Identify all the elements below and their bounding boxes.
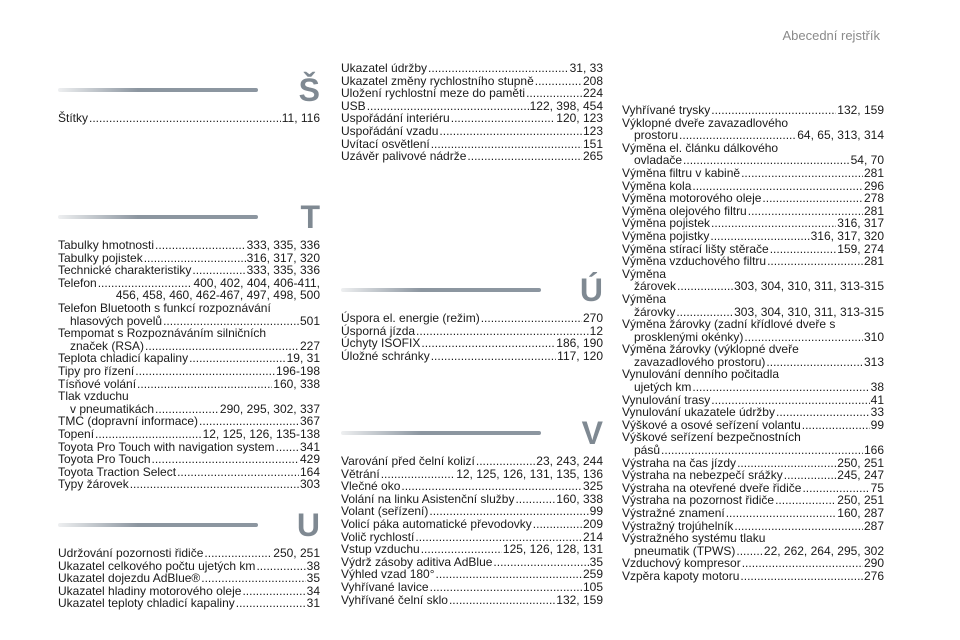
entry-pages: 214 xyxy=(582,529,603,544)
dot-leader xyxy=(130,478,299,491)
dot-leader xyxy=(533,518,582,531)
entry-pages: 160, 338 xyxy=(556,491,603,506)
index-entry-list xyxy=(341,62,603,163)
index-entry-list xyxy=(58,112,320,125)
index-entry xyxy=(58,264,320,277)
entry-pages: 196-198 xyxy=(275,363,320,378)
index-entry xyxy=(58,597,320,610)
entry-term: Výstraha na čas jízdy xyxy=(622,455,737,470)
dot-leader xyxy=(242,585,305,598)
dot-leader xyxy=(740,570,863,583)
entry-pages: 35 xyxy=(589,554,603,569)
dot-leader xyxy=(535,75,582,88)
entry-pages: 31, 33 xyxy=(569,61,603,75)
dot-leader xyxy=(481,312,582,325)
dot-leader xyxy=(431,350,556,363)
entry-term: Uložení rychlostní meze do paměti xyxy=(341,86,526,101)
entry-term: Výstraha na otevřené dveře řidiče xyxy=(622,480,802,495)
index-entry xyxy=(58,572,320,585)
entry-pages: 316, 317 xyxy=(837,216,884,231)
entry-term: Vlečné oko xyxy=(341,479,401,494)
index-section xyxy=(58,70,320,125)
index-entry-heading: Výměna žárovky (zadní křídlové dveře s xyxy=(622,317,836,332)
entry-pages: 325 xyxy=(582,479,603,494)
entry-term: Vyhřívané trysky xyxy=(622,103,711,117)
entry-term: Ukazatel teploty chladicí kapaliny xyxy=(58,596,235,611)
dot-leader xyxy=(766,356,863,369)
entry-term: žárovky xyxy=(634,304,676,319)
entry-term: Výměna stírací lišty stěrače xyxy=(622,241,769,256)
index-entry-heading: Výklopné dveře zavazadlového xyxy=(622,115,789,130)
entry-pages: 132, 159 xyxy=(837,103,884,117)
entry-pages: 41 xyxy=(870,392,884,407)
index-entry xyxy=(58,239,320,252)
dot-leader xyxy=(192,264,245,277)
entry-pages: 259 xyxy=(582,567,603,582)
entry-pages: 151 xyxy=(582,136,603,151)
dot-leader xyxy=(515,493,555,506)
entry-term: Výškové a osové seřízení volantu xyxy=(622,417,801,432)
dot-leader xyxy=(89,112,281,125)
dot-leader xyxy=(95,428,202,441)
entry-term: Výměna filtru v kabině xyxy=(622,165,741,180)
entry-pages: 34 xyxy=(306,583,320,598)
dot-leader xyxy=(135,365,275,378)
entry-pages: 303 xyxy=(299,477,320,492)
entry-term: Vyhřívané lavice xyxy=(341,579,429,594)
index-entry-heading: Výměna el. článku dálkového xyxy=(622,140,779,155)
dot-leader xyxy=(711,104,836,117)
index-entry xyxy=(58,547,320,560)
dot-leader xyxy=(276,441,299,454)
entry-term: Volič rychlostí xyxy=(341,529,415,544)
index-entry xyxy=(622,469,884,482)
entry-pages: 276 xyxy=(863,568,884,583)
entry-pages: 303, 304, 310, 311, 313-315 xyxy=(734,279,884,294)
dot-leader xyxy=(762,192,863,205)
index-entry-heading: Výškové seřízení bezpečnostních xyxy=(622,430,801,445)
index-entry xyxy=(341,581,603,594)
dot-leader xyxy=(741,167,863,180)
dot-leader xyxy=(710,230,809,243)
entry-term: Vzduchový kompresor xyxy=(622,556,741,571)
entry-pages: 208 xyxy=(582,73,603,88)
entry-pages: 22, 262, 264, 295, 302 xyxy=(763,543,884,558)
index-entry xyxy=(622,507,884,520)
entry-pages: 400, 402, 404, 406-411, xyxy=(193,275,320,290)
index-entry-list xyxy=(341,455,603,606)
index-entry xyxy=(341,150,603,163)
entry-term: Toyota Pro Touch with navigation system xyxy=(58,439,275,454)
entry-term: Výměna pojistek xyxy=(622,216,711,231)
section-divider-bar xyxy=(58,215,258,219)
entry-pages: 54, 70 xyxy=(850,153,884,168)
entry-pages: 38 xyxy=(306,558,320,573)
dot-leader xyxy=(204,547,272,560)
entry-pages: 75 xyxy=(870,480,884,495)
entry-pages: 250, 251 xyxy=(273,546,320,560)
entry-pages: 12, 125, 126, 131, 135, 136 xyxy=(456,466,603,481)
entry-pages: 105 xyxy=(582,579,603,594)
entry-term: Výhled vzad 180° xyxy=(341,567,435,582)
entry-pages: 12 xyxy=(589,323,603,338)
entry-pages: 265 xyxy=(582,149,603,164)
entry-pages: 99 xyxy=(589,504,603,519)
dot-leader xyxy=(137,378,272,391)
dot-leader xyxy=(767,255,863,268)
dot-leader xyxy=(679,129,796,142)
index-entry xyxy=(341,518,603,531)
entry-term: ujetých km xyxy=(634,380,692,395)
entry-pages: 250, 251 xyxy=(837,493,884,508)
index-entry xyxy=(341,337,603,350)
index-entry xyxy=(622,255,884,268)
entry-term: Ukazatel celkového počtu ujetých km xyxy=(58,558,256,573)
entry-term: Výdrž zásoby aditiva AdBlue xyxy=(341,554,493,569)
index-entry-heading: Tlak vzduchu xyxy=(58,389,129,404)
section-divider-bar xyxy=(341,431,541,435)
index-entry-heading: Vynulování denního počitadla xyxy=(622,367,780,382)
entry-pages: 122, 398, 454 xyxy=(529,98,603,113)
entry-term: pásů xyxy=(634,443,661,458)
entry-term: Udržování pozornosti řidiče xyxy=(58,546,204,560)
entry-pages: 160, 338 xyxy=(273,376,320,391)
entry-term: Výstražné znamení xyxy=(622,506,725,520)
index-entry-heading: Výměna žárovky (výklopné dveře xyxy=(622,342,799,357)
dot-leader xyxy=(661,444,863,457)
entry-pages: 23, 243, 244 xyxy=(536,454,603,468)
entry-pages: 38 xyxy=(870,380,884,395)
entry-term: Uzávěr palivové nádrže xyxy=(341,149,467,164)
entry-term: Výstraha na pozornost řidiče xyxy=(622,493,775,508)
dot-leader xyxy=(155,239,246,252)
entry-pages: 166 xyxy=(863,443,884,458)
entry-pages: 296 xyxy=(863,178,884,193)
entry-pages: 310 xyxy=(863,329,884,344)
dot-leader xyxy=(770,243,837,256)
index-entry xyxy=(341,480,603,493)
entry-pages: 224 xyxy=(582,86,603,101)
section-header xyxy=(341,413,603,455)
index-entry xyxy=(58,428,320,441)
entry-pages: 245, 247 xyxy=(837,468,884,483)
index-entry-heading: Výměna xyxy=(622,266,667,281)
dot-leader xyxy=(526,87,582,100)
index-section xyxy=(58,197,320,491)
entry-pages: 64, 65, 313, 314 xyxy=(797,128,884,143)
entry-pages: 31 xyxy=(306,596,320,611)
entry-term: Tabulky hmotnosti xyxy=(58,238,155,252)
entry-term: Volání na linku Asistenční služby xyxy=(341,491,515,506)
entry-term: Výstražný trojúhelník xyxy=(622,518,734,533)
section-divider-bar xyxy=(58,523,258,527)
dot-leader xyxy=(692,381,869,394)
index-entry-list xyxy=(622,104,884,583)
dot-leader xyxy=(493,556,588,569)
entry-pages: 281 xyxy=(863,254,884,269)
index-entry xyxy=(622,167,884,180)
dot-leader xyxy=(430,581,582,594)
section-letter: Ú xyxy=(579,272,603,308)
index-entry xyxy=(622,192,884,205)
index-entry xyxy=(341,594,603,607)
index-section-continued xyxy=(622,104,884,583)
entry-pages: 99 xyxy=(870,417,884,432)
entry-term: Výměna vzduchového filtru xyxy=(622,254,767,269)
entry-pages: 186, 190 xyxy=(556,336,603,351)
index-entry xyxy=(341,455,603,468)
entry-term: Uspořádání vzadu xyxy=(341,123,439,138)
entry-term: Ukazatel údržby xyxy=(341,61,428,75)
entry-term: Volicí páka automatické převodovky xyxy=(341,516,532,531)
entry-pages: 316, 317, 320 xyxy=(810,228,884,243)
section-header xyxy=(58,70,320,112)
entry-pages: 429 xyxy=(299,452,320,467)
entry-term: Vstup vzduchu xyxy=(341,542,420,557)
dot-leader xyxy=(467,150,582,163)
entry-pages: 341 xyxy=(299,439,320,454)
entry-term: Výměna pojistky xyxy=(622,228,710,243)
entry-pages: 12, 125, 126, 135-138 xyxy=(202,426,320,441)
dot-leader xyxy=(451,112,556,125)
entry-pages: 281 xyxy=(863,165,884,180)
entry-term: Ukazatel hladiny motorového oleje xyxy=(58,583,242,598)
entry-pages: 160, 287 xyxy=(837,506,884,520)
entry-term: Vyhřívané čelní sklo xyxy=(341,592,448,607)
entry-term: Ukazatel dojezdu AdBlue® xyxy=(58,571,201,586)
dot-leader xyxy=(421,337,555,350)
index-section xyxy=(341,270,603,362)
dot-leader xyxy=(189,352,286,365)
entry-term: USB xyxy=(341,98,366,113)
index-entry xyxy=(341,350,603,363)
dot-leader xyxy=(802,419,870,432)
index-section xyxy=(58,505,320,610)
entry-term: Varování před čelní kolizí xyxy=(341,454,475,468)
entry-term: Topení xyxy=(58,426,95,441)
entry-pages: 250, 251 xyxy=(837,455,884,470)
index-entry xyxy=(58,112,320,125)
section-letter: U xyxy=(296,507,320,543)
entry-term: zavazadlového prostoru) xyxy=(634,354,766,369)
entry-term: ovladače xyxy=(634,153,683,168)
section-header xyxy=(341,270,603,312)
entry-term: Teplota chladicí kapaliny xyxy=(58,351,189,366)
entry-pages: 33 xyxy=(870,405,884,420)
entry-pages: 278 xyxy=(863,191,884,206)
dot-leader xyxy=(401,480,582,493)
index-entry xyxy=(341,543,603,556)
index-entry xyxy=(341,62,603,75)
entry-pages: 117, 120 xyxy=(557,348,603,363)
section-divider-bar xyxy=(341,288,541,292)
dot-leader xyxy=(428,62,569,75)
entry-pages: 333, 335, 336 xyxy=(246,238,320,252)
entry-term: Technické charakteristiky xyxy=(58,263,192,278)
entry-term: pneumatik (TPWS) xyxy=(634,543,736,558)
entry-term: hlasových povelů xyxy=(70,313,163,328)
index-entry xyxy=(341,125,603,138)
entry-term: žárovek xyxy=(634,279,677,294)
dot-leader xyxy=(256,560,305,573)
section-letter: V xyxy=(581,415,603,451)
entry-term: Toyota Traction Select xyxy=(58,464,177,479)
entry-term: Úložné schránky xyxy=(341,348,430,363)
index-entry-list xyxy=(58,547,320,610)
dot-leader xyxy=(677,280,733,293)
entry-term: Volant (seřízení) xyxy=(341,504,429,519)
entry-pages: 290, 295, 302, 337 xyxy=(219,401,320,416)
entry-term: Výstraha na nebezpečí srážky xyxy=(622,468,783,483)
dot-leader xyxy=(201,572,305,585)
dot-leader xyxy=(236,597,306,610)
index-entry xyxy=(622,444,884,457)
entry-term: Vynulování trasy xyxy=(622,392,711,407)
section-letter: Š xyxy=(298,72,320,108)
page-header-title: Abecední rejstřík xyxy=(782,28,880,43)
dot-leader xyxy=(439,125,582,138)
entry-term: Úspora el. energie (režim) xyxy=(341,311,480,325)
entry-term: značek (RSA) xyxy=(70,338,145,353)
entry-term: Úsporná jízda xyxy=(341,323,416,338)
entry-pages: 120, 123 xyxy=(556,111,603,126)
index-entry-heading: Telefon Bluetooth s funkcí rozpoznávání xyxy=(58,300,271,315)
entry-term: Uspořádání interiéru xyxy=(341,111,450,126)
entry-term: Úchyty ISOFIX xyxy=(341,336,421,351)
entry-term: Výměna olejového filtru xyxy=(622,203,747,218)
index-entry-heading: Výměna xyxy=(622,291,667,306)
entry-term: Tísňové volání xyxy=(58,376,137,391)
entry-pages: 456, 458, 460, 462-467, 497, 498, 500 xyxy=(115,288,320,303)
index-entry-heading: Výstražného systému tlaku xyxy=(622,531,766,546)
entry-pages: 316, 317, 320 xyxy=(246,250,320,265)
entry-pages: 125, 126, 128, 131 xyxy=(502,542,603,557)
entry-pages: 333, 335, 336 xyxy=(246,263,320,278)
dot-leader xyxy=(775,494,836,507)
index-entry-list xyxy=(341,312,603,362)
entry-term: Toyota Pro Touch xyxy=(58,452,151,467)
entry-pages: 367 xyxy=(299,414,320,429)
index-entry-heading: Tempomat s Rozpoznáváním silničních xyxy=(58,326,267,341)
entry-term: Tabulky pojistek xyxy=(58,250,143,265)
entry-term: Větrání xyxy=(341,466,380,481)
entry-pages: 313 xyxy=(863,354,884,369)
index-entry-list xyxy=(58,239,320,491)
entry-pages: 270 xyxy=(582,311,603,325)
entry-pages: 35 xyxy=(306,571,320,586)
section-header xyxy=(58,197,320,239)
index-entry xyxy=(622,570,884,583)
index-section xyxy=(341,413,603,606)
entry-pages: 227 xyxy=(299,338,320,353)
entry-term: Tipy pro řízení xyxy=(58,363,135,378)
entry-term: prostoru xyxy=(634,128,679,143)
index-entry xyxy=(58,365,320,378)
entry-term: TMC (dopravní informace) xyxy=(58,414,199,429)
index-entry xyxy=(58,453,320,466)
entry-term: Ukazatel změny rychlostního stupně xyxy=(341,73,534,88)
dot-leader xyxy=(436,568,582,581)
index-entry xyxy=(58,478,320,491)
entry-term: prosklenými okénky) xyxy=(634,329,744,344)
entry-term: Vzpěra kapoty motoru xyxy=(622,568,740,583)
entry-pages: 209 xyxy=(582,516,603,531)
entry-term: Výměna motorového oleje xyxy=(622,191,762,206)
dot-leader xyxy=(726,507,837,520)
entry-pages: 287 xyxy=(863,518,884,533)
entry-pages: 303, 304, 310, 311, 313-315 xyxy=(734,304,884,319)
dot-leader xyxy=(449,594,555,607)
entry-term: Typy žárovek xyxy=(58,477,129,492)
dot-leader xyxy=(421,543,502,556)
index-entry xyxy=(622,406,884,419)
dot-leader xyxy=(784,469,837,482)
index-entry xyxy=(622,129,884,142)
index-entry xyxy=(341,87,603,100)
entry-pages: 132, 159 xyxy=(556,592,603,607)
entry-term: Vynulování ukazatele údržby xyxy=(622,405,775,420)
section-letter: T xyxy=(300,199,320,235)
entry-term: Štítky xyxy=(58,111,89,125)
entry-term: v pneumatikách xyxy=(70,401,155,416)
entry-pages: 281 xyxy=(863,203,884,218)
dot-leader xyxy=(776,406,870,419)
entry-pages: 19, 31 xyxy=(286,351,320,366)
dot-leader xyxy=(152,453,299,466)
entry-pages: 11, 116 xyxy=(281,111,320,125)
section-header xyxy=(58,505,320,547)
entry-pages: 123 xyxy=(582,123,603,138)
index-section-continued xyxy=(341,62,603,163)
entry-pages: 501 xyxy=(299,313,320,328)
index-entry xyxy=(622,381,884,394)
entry-term: Výměna kola xyxy=(622,178,692,193)
entry-pages: 159, 274 xyxy=(837,241,884,256)
entry-term: Uvítací osvětlení xyxy=(341,136,430,151)
index-entry xyxy=(622,230,884,243)
index-entry xyxy=(341,312,603,325)
index-entry xyxy=(622,104,884,117)
section-divider-bar xyxy=(58,88,258,92)
dot-leader xyxy=(177,466,299,479)
dot-leader xyxy=(476,455,535,468)
entry-term: Telefon xyxy=(58,275,97,290)
entry-pages: 164 xyxy=(299,464,320,479)
entry-pages: 290 xyxy=(863,556,884,571)
dot-leader xyxy=(742,557,863,570)
